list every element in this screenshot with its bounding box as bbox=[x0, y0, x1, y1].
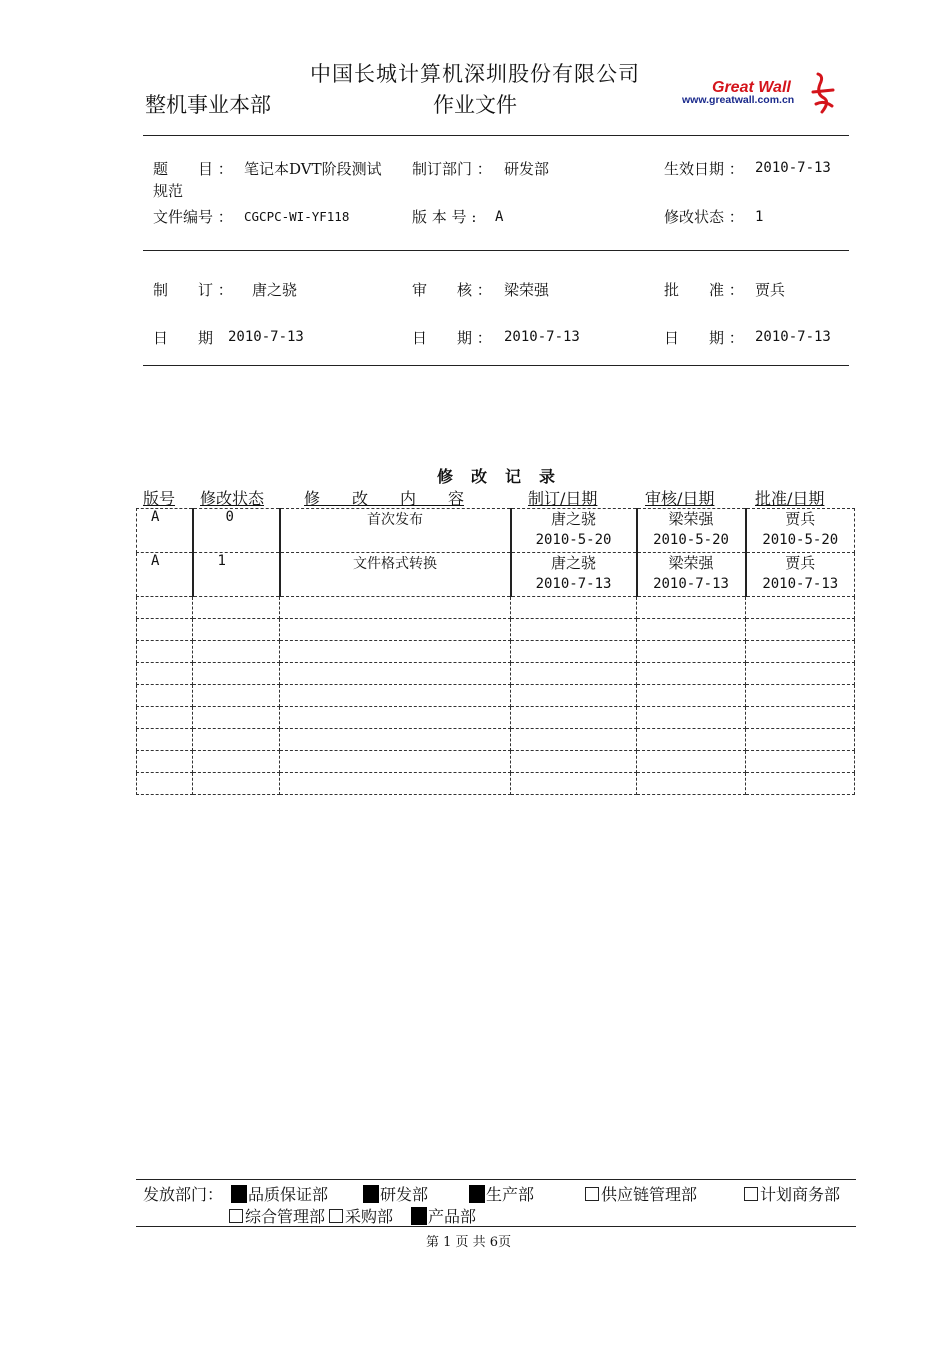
approver-date-value: 2010-7-13 bbox=[755, 329, 831, 345]
cell-author: 唐之骁 2010-7-13 bbox=[511, 553, 637, 597]
table-row bbox=[137, 509, 855, 553]
table-row bbox=[137, 553, 855, 597]
cell-author: 唐之骁 2010-5-20 bbox=[511, 509, 637, 553]
empty-row bbox=[137, 729, 855, 751]
checked-box-icon bbox=[411, 1207, 427, 1225]
cell-version: A bbox=[137, 553, 193, 597]
approver-value: 贾兵 bbox=[755, 281, 786, 299]
dept-item-rd: 研发部 bbox=[363, 1182, 428, 1205]
cell-version: A bbox=[137, 509, 193, 553]
company-name: 中国长城计算机深圳股份有限公司 bbox=[310, 62, 640, 86]
info-divider bbox=[143, 250, 849, 251]
page-number: 第 1 页 共 6页 bbox=[426, 1235, 512, 1250]
author-label: 制 订 ： bbox=[153, 281, 233, 299]
cell-approver: 贾兵 2010-5-20 bbox=[746, 509, 855, 553]
title-label: 题 目 ： bbox=[153, 160, 233, 178]
checked-box-icon bbox=[363, 1185, 379, 1203]
empty-row bbox=[137, 663, 855, 685]
author-date-label: 日 期 bbox=[153, 329, 214, 347]
empty-row bbox=[137, 707, 855, 729]
cell-status: 0 bbox=[193, 509, 280, 553]
col-header-author: 制订/日期 bbox=[528, 489, 598, 508]
unchecked-box-icon bbox=[585, 1187, 599, 1201]
cell-approver: 贾兵 2010-7-13 bbox=[746, 553, 855, 597]
footer-top-divider bbox=[136, 1179, 856, 1180]
document-type: 作业文件 bbox=[433, 93, 517, 117]
distribution-label: 发放部门： bbox=[143, 1185, 224, 1204]
col-header-approver: 批准/日期 bbox=[755, 489, 825, 508]
dept-item-planning: 计划商务部 bbox=[744, 1182, 840, 1205]
title-value-cont: 规范 bbox=[153, 182, 184, 200]
empty-row bbox=[137, 641, 855, 663]
doc-number-label: 文件编号 ： bbox=[153, 208, 233, 226]
cell-reviewer: 梁荣强 2010-7-13 bbox=[637, 553, 746, 597]
cell-content: 首次发布 bbox=[280, 509, 511, 553]
empty-row bbox=[137, 597, 855, 619]
approval-divider bbox=[143, 365, 849, 366]
cell-content: 文件格式转换 bbox=[280, 553, 511, 597]
empty-row bbox=[137, 619, 855, 641]
approver-label: 批 准 ： bbox=[664, 281, 744, 299]
doc-number-value: CGCPC-WI-YF118 bbox=[244, 209, 350, 224]
svg-text:www.greatwall.com.cn: www.greatwall.com.cn bbox=[682, 94, 795, 106]
empty-row bbox=[137, 751, 855, 773]
cell-status: 1 bbox=[193, 553, 280, 597]
reviewer-date-value: 2010-7-13 bbox=[504, 329, 580, 345]
dept-label: 制订部门 ： bbox=[412, 160, 492, 178]
revision-table bbox=[136, 508, 855, 795]
dept-item-quality: 品质保证部 bbox=[231, 1182, 328, 1205]
unchecked-box-icon bbox=[744, 1187, 758, 1201]
checked-box-icon bbox=[231, 1185, 247, 1203]
author-value: 唐之骁 bbox=[252, 281, 298, 299]
dept-item-supply-chain: 供应链管理部 bbox=[585, 1182, 697, 1205]
checked-box-icon bbox=[469, 1185, 485, 1203]
dept-item-purchasing: 采购部 bbox=[329, 1204, 393, 1227]
title-value: 笔记本DVT阶段测试 bbox=[244, 160, 382, 178]
empty-row bbox=[137, 685, 855, 707]
rev-status-label: 修改状态 ： bbox=[664, 208, 744, 226]
reviewer-date-label: 日 期 ： bbox=[412, 329, 492, 347]
dept-value: 研发部 bbox=[504, 160, 550, 178]
reviewer-value: 梁荣强 bbox=[504, 281, 550, 299]
revision-record-title: 修改记录 bbox=[437, 467, 574, 486]
version-label: 版 本 号 : bbox=[412, 208, 477, 226]
rev-status-value: 1 bbox=[755, 209, 764, 225]
reviewer-label: 审 核 ： bbox=[412, 281, 492, 299]
col-header-version: 版号 bbox=[143, 489, 176, 508]
version-value: A bbox=[495, 209, 504, 225]
approver-date-label: 日 期 ： bbox=[664, 329, 744, 347]
col-header-status: 修改状态 bbox=[200, 489, 265, 508]
author-date-value: 2010-7-13 bbox=[228, 329, 304, 345]
effective-date-value: 2010-7-13 bbox=[755, 160, 831, 176]
dept-item-production: 生产部 bbox=[469, 1182, 534, 1205]
empty-row bbox=[137, 773, 855, 795]
unchecked-box-icon bbox=[229, 1209, 243, 1223]
col-header-reviewer: 审核/日期 bbox=[645, 489, 715, 508]
great-wall-logo bbox=[680, 70, 840, 118]
dept-item-general-admin: 综合管理部 bbox=[229, 1204, 325, 1227]
footer-bottom-divider bbox=[136, 1226, 856, 1227]
svg-text:Great Wall: Great Wall bbox=[712, 79, 791, 96]
cell-reviewer: 梁荣强 2010-5-20 bbox=[637, 509, 746, 553]
unchecked-box-icon bbox=[329, 1209, 343, 1223]
effective-date-label: 生效日期 ： bbox=[664, 160, 744, 178]
division-name: 整机事业本部 bbox=[145, 93, 271, 117]
col-header-content: 修 改 内 容 bbox=[304, 489, 465, 508]
dept-item-product: 产品部 bbox=[411, 1204, 476, 1227]
header-divider bbox=[143, 135, 849, 136]
